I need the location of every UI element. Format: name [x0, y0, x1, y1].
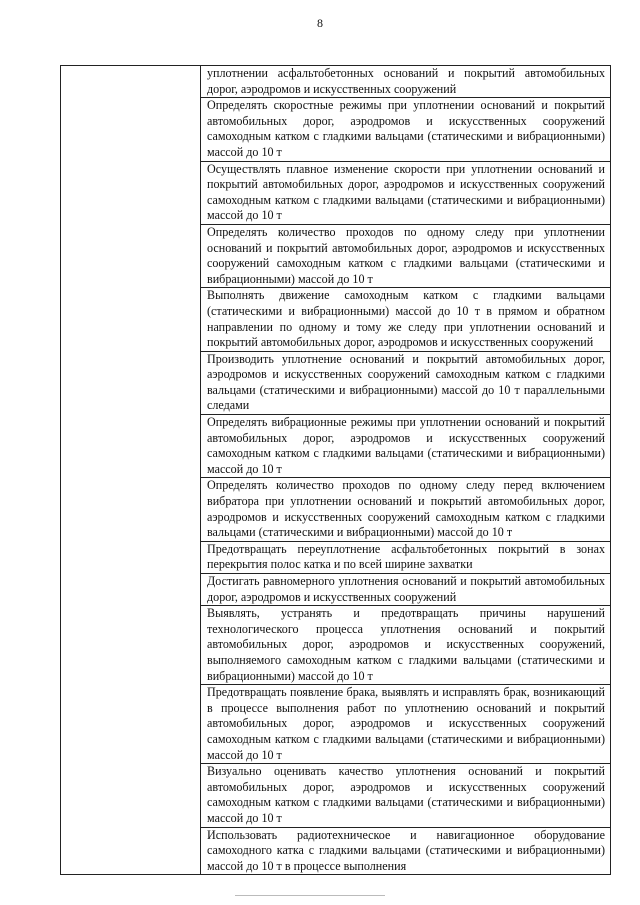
- skill-cell: Выявлять, устранять и предотвращать причины нарушений технологического процесса уплотнения оснований и покрытий автомобильных дорог, аэродромов и искусственных сооружений, выполняемого самоходным катком с гладкими вальцами (статическими и вибрационными) массой до 10 т: [201, 606, 611, 685]
- table-row: [61, 66, 611, 98]
- skill-cell: Предотвращать переуплотнение асфальтобетонных покрытий в зонах перекрытия полос катка и по всей ширине захватки: [201, 541, 611, 573]
- skill-cell: Определять количество проходов по одному следу перед включением вибратора при уплотнении оснований и покрытий автомобильных дорог, аэродромов и искусственных сооружений самоходным катком с гладкими вальцами (статическими и вибрационными) массой до 10 т: [201, 478, 611, 541]
- skill-cell: Определять вибрационные режимы при уплотнении оснований и покрытий автомобильных дорог, аэродромов и искусственных сооружений самоходным катком с гладкими вальцами (статическими и вибрационными) массой до 10 т: [201, 415, 611, 478]
- skill-cell: Использовать радиотехническое и навигационное оборудование самоходного катка с гладкими вальцами (статическими и вибрационными) массой до 10 т в процессе выполнения: [201, 827, 611, 875]
- skill-cell: Выполнять движение самоходным катком с гладкими вальцами (статическими и вибрационными) массой до 10 т в прямом и обратном направлении по одному и тому же следу при уплотнении оснований и покрытий автомобильных дорог, аэродромов и искусственных сооружений: [201, 288, 611, 351]
- skill-cell: Предотвращать появление брака, выявлять и исправлять брак, возникающий в процессе выполнения работ по уплотнению оснований и покрытий автомобильных дорог, аэродромов и искусственных сооружений самоходным катком с гладкими вальцами (статическими и вибрационными) массой до 10 т: [201, 685, 611, 764]
- skill-cell: Визуально оценивать качество уплотнения оснований и покрытий автомобильных дорог, аэродромов и искусственных сооружений самоходным катком с гладкими вальцами (статическими и вибрационными) массой до 10 т: [201, 764, 611, 827]
- skills-table: [60, 65, 611, 875]
- skill-cell: Осуществлять плавное изменение скорости при уплотнении оснований и покрытий автомобильных дорог, аэродромов и искусственных сооружений самоходным катком с гладкими вальцами (статическими и вибрационными) массой до 10 т: [201, 161, 611, 224]
- page-bottom-rule: [235, 895, 385, 896]
- skills-table-body: [61, 66, 611, 875]
- skill-cell: уплотнении асфальтобетонных оснований и покрытий автомобильных дорог, аэродромов и искусственных сооружений: [201, 66, 611, 98]
- skill-cell: Производить уплотнение оснований и покрытий автомобильных дорог, аэродромов и искусственных сооружений самоходным катком с гладкими вальцами (статическими и вибрационными) массой до 10 т параллельными следами: [201, 351, 611, 414]
- page-number: 8: [317, 16, 323, 30]
- skill-cell: Определять количество проходов по одному следу при уплотнении оснований и покрытий автомобильных дорог, аэродромов и искусственных сооружений самоходным катком с гладкими вальцами (статическими и вибрационными) массой до 10 т: [201, 224, 611, 287]
- empty-label-cell: [61, 66, 201, 875]
- skill-cell: Определять скоростные режимы при уплотнении оснований и покрытий автомобильных дорог, аэродромов и искусственных сооружений самоходным катком с гладкими вальцами (статическими и вибрационными) массой до 10 т: [201, 98, 611, 161]
- skill-cell: Достигать равномерного уплотнения оснований и покрытий автомобильных дорог, аэродромов и искусственных сооружений: [201, 574, 611, 606]
